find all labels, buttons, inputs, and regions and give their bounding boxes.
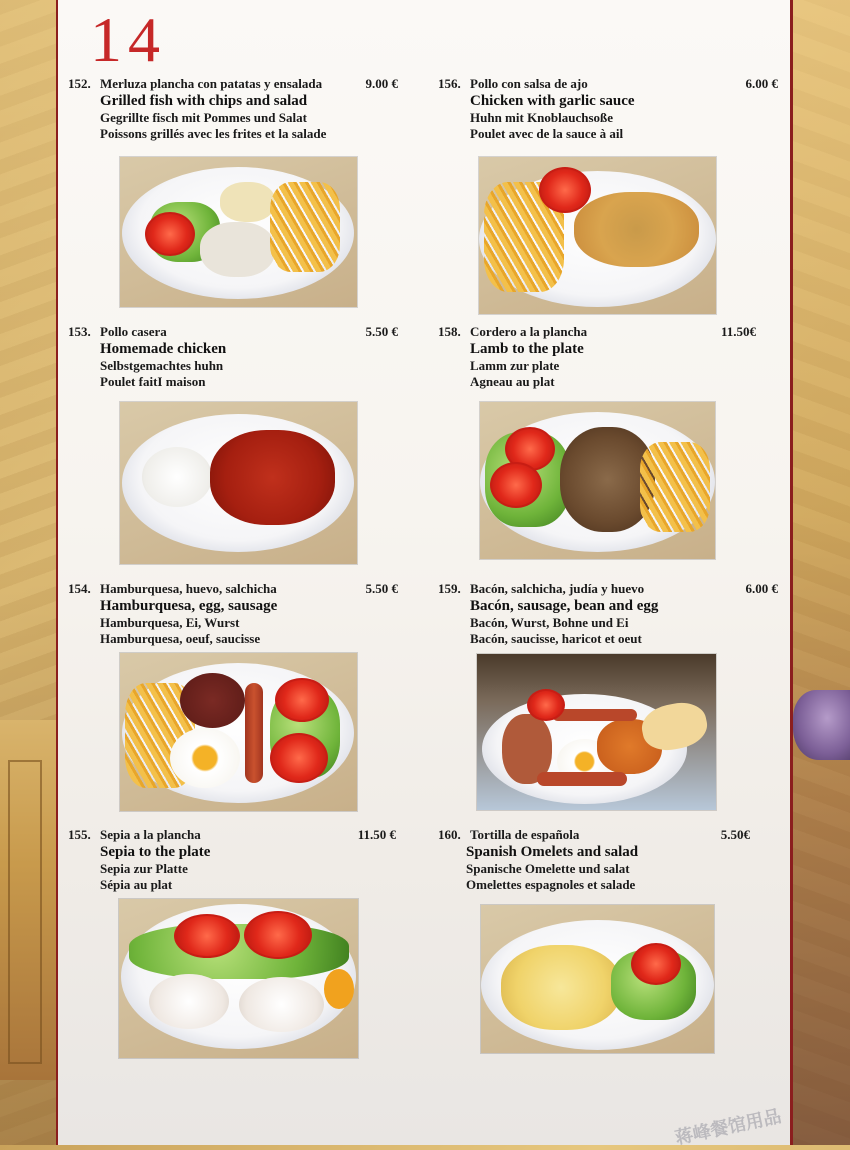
menu-item-156 — [438, 76, 778, 142]
item-number: 159. — [438, 581, 461, 596]
item-name-de: Hamburquesa, Ei, Wurst — [100, 615, 240, 630]
item-name-fr: Sépia au plat — [100, 877, 173, 892]
menu-item-155 — [68, 827, 396, 893]
item-price: 6.00 € — [745, 581, 778, 596]
item-name-es: Sepia a la plancha — [100, 827, 201, 842]
item-name-en: Sepia to the plate — [100, 844, 211, 860]
jar-decoration — [793, 690, 850, 760]
item-number: 153. — [68, 324, 91, 339]
item-name-en: Bacón, sausage, bean and egg — [470, 598, 659, 614]
item-name-en: Hamburquesa, egg, sausage — [100, 598, 278, 614]
item-name-de: Lamm zur plate — [470, 358, 560, 373]
item-name-es: Tortilla de española — [470, 827, 580, 842]
item-price: 5.50 € — [365, 324, 398, 339]
item-name-de: Huhn mit Knoblauchsoße — [470, 110, 614, 125]
item-name-fr: Omelettes espagnoles et salade — [466, 877, 636, 892]
menu-item-153 — [68, 324, 398, 390]
food-photo-155 — [119, 899, 358, 1058]
food-photo-156 — [479, 157, 716, 314]
item-number: 154. — [68, 581, 91, 596]
book-decoration — [0, 720, 58, 1080]
food-photo-153 — [120, 402, 357, 564]
item-price: 5.50€ — [720, 827, 750, 842]
item-name-fr: Poulet avec de la sauce à ail — [470, 126, 624, 141]
right-decorative-border — [793, 0, 850, 1145]
food-photo-159 — [477, 654, 716, 810]
item-name-fr: Poissons grillés avec les frites et la salade — [100, 126, 327, 141]
item-name-es: Bacón, salchicha, judía y huevo — [470, 581, 645, 596]
food-photo-152 — [120, 157, 357, 307]
menu-item-158 — [438, 324, 756, 390]
item-price: 5.50 € — [365, 581, 398, 596]
food-photo-160 — [481, 905, 714, 1053]
item-name-fr: Agneau au plat — [470, 374, 555, 389]
item-number: 155. — [68, 827, 91, 842]
food-photo-158 — [480, 402, 715, 559]
item-name-en: Homemade chicken — [100, 341, 227, 357]
item-price: 9.00 € — [365, 76, 398, 91]
item-price: 11.50€ — [720, 324, 756, 339]
item-name-es: Cordero a la plancha — [470, 324, 588, 339]
item-number: 152. — [68, 76, 91, 91]
item-name-de: Selbstgemachtes huhn — [100, 358, 224, 373]
item-name-es: Merluza plancha con patatas y ensalada — [100, 76, 323, 91]
item-name-de: Bacón, Wurst, Bohne und Ei — [470, 615, 629, 630]
item-name-es: Hamburquesa, huevo, salchicha — [100, 581, 277, 596]
item-name-es: Pollo casera — [100, 324, 167, 339]
item-name-fr: Bacón, saucisse, haricot et oeut — [470, 631, 642, 646]
item-number: 160. — [438, 827, 461, 842]
item-name-de: Gegrillte fisch mit Pommes und Salat — [100, 110, 307, 125]
food-photo-154 — [120, 653, 357, 811]
item-name-en: Lamb to the plate — [470, 341, 584, 357]
item-name-en: Grilled fish with chips and salad — [100, 93, 308, 109]
item-name-en: Chicken with garlic sauce — [470, 93, 635, 109]
menu-item-154 — [68, 581, 398, 647]
menu-item-159 — [438, 581, 778, 647]
watermark: 蒋峰餐馆用品 — [673, 1105, 784, 1149]
item-name-fr: Poulet faitI maison — [100, 374, 206, 389]
item-price: 6.00 € — [745, 76, 778, 91]
page-number: 14 — [90, 4, 166, 75]
item-name-de: Spanische Omelette und salat — [466, 861, 630, 876]
item-number: 158. — [438, 324, 461, 339]
item-name-es: Pollo con salsa de ajo — [470, 76, 588, 91]
item-name-fr: Hamburquesa, oeuf, saucisse — [100, 631, 261, 646]
menu-item-152 — [68, 76, 398, 142]
item-number: 156. — [438, 76, 461, 91]
item-price: 11.50 € — [357, 827, 396, 842]
menu-item-160 — [438, 827, 750, 893]
item-name-de: Sepia zur Platte — [100, 861, 188, 876]
item-name-en: Spanish Omelets and salad — [466, 844, 639, 860]
